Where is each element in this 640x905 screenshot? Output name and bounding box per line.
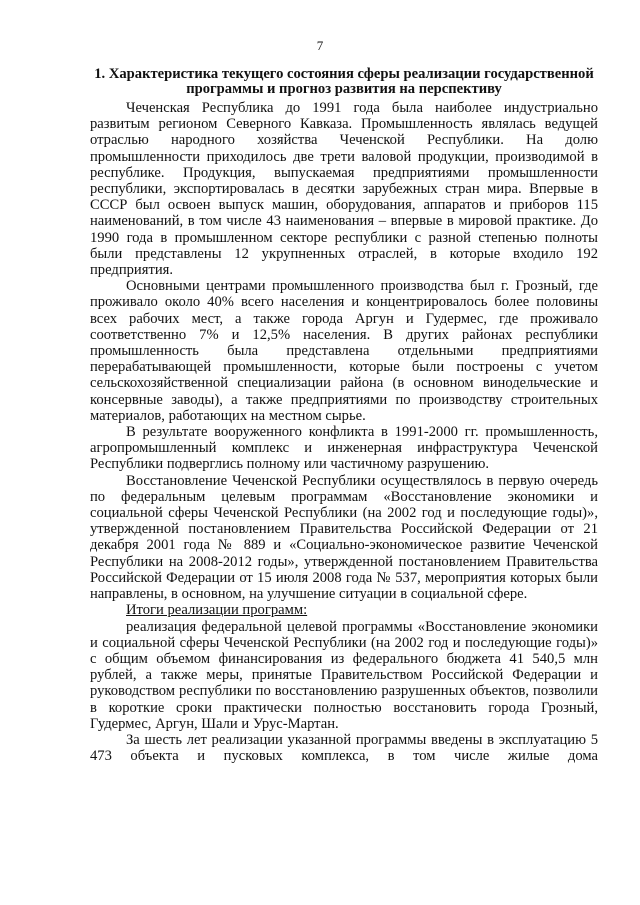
section-heading: 1. Характеристика текущего состояния сферы реализации государственной программы и прогноз развития на перспективу [94, 66, 594, 97]
page-number: 7 [316, 38, 324, 53]
body-text [90, 100, 598, 764]
paragraph-industry-history: Чеченская Республика до 1991 года была наиболее индустриально развитым регионом Северного Кавказа. Промышленность являлась ведущей отраслью народного хозяйства Чеченской Республики. На долю промышленности приходилось две трети валовой продукции, производимой в республике. Продукция, выпускаемая предприятиями промышленности республики, экспортировалась в десятки зарубежных стран мира. Впервые в СССР был освоен выпуск машин, оборудования, аппаратов и приборов 115 наименований, в том числе 43 наименования – впервые в мировой практике. До 1990 года в промышленном секторе республики с разной степенью полноты были представлены 12 укрупненных отраслей, в которые входило 192 предприятия. [90, 100, 598, 279]
paragraph-armed-conflict: В результате вооруженного конфликта в 1991-2000 гг. промышленность, агропромышленный комплекс и инженерная инфраструктура Чеченской Республики подверглись полному или частичному разрушению. [90, 424, 598, 473]
paragraph-commissioned-objects: За шесть лет реализации указанной программы введены в эксплуатацию 5 473 объекта и пусковых комплекса, в том числе жилые дома [90, 731, 598, 765]
paragraph-restoration-programs: Восстановление Чеченской Республики осуществлялось в первую очередь по федеральным целевым программам «Восстановление экономики и социальной сферы Чеченской Республики (на 2002 год и последующие годы)», утвержденной постановлением Правительства Российской Федерации от 21 декабря 2001 года № 889 и «Социально-экономическое развитие Чеченской Республики на 2008-2012 годы», утвержденной постановлением Правительства Российской Федерации от 15 июля 2008 года № 537, мероприятия которых были направлены, в основном, на улучшение ситуации в социальной сфере. [90, 472, 598, 603]
paragraph-industrial-centers: Основными центрами промышленного производства был г. Грозный, где проживало около 40% всего населения и концентрировалось более половины всех рабочих мест, а также города Аргун и Гудермес, где проживало соответственно 7% и 12,5% населения. В других районах республики промышленность была представлена отдельными предприятиями перерабатывающей промышленности, которые были построены с учетом сельскохозяйственной специализации района (в основном винодельческие и консервные заводы), а также предприятиями по производству строительных материалов, работающих на местном сырье. [90, 278, 598, 424]
paragraph-program-implementation: реализация федеральной целевой программы «Восстановление экономики и социальной сферы Чеченской Республики (на 2002 год и последующие годы)» с общим объемом финансирования из федерального бюджета 41 540,5 млн рублей, а также меры, принятые Правительством Российской Федерации и руководством республики по восстановлению разрушенных объектов, позволили в короткие сроки практически полностью восстановить города Грозный, Гудермес, Аргун, Шали и Урус-Мартан. [90, 618, 598, 732]
subheading-program-results: Итоги реализации программ: [126, 602, 308, 619]
